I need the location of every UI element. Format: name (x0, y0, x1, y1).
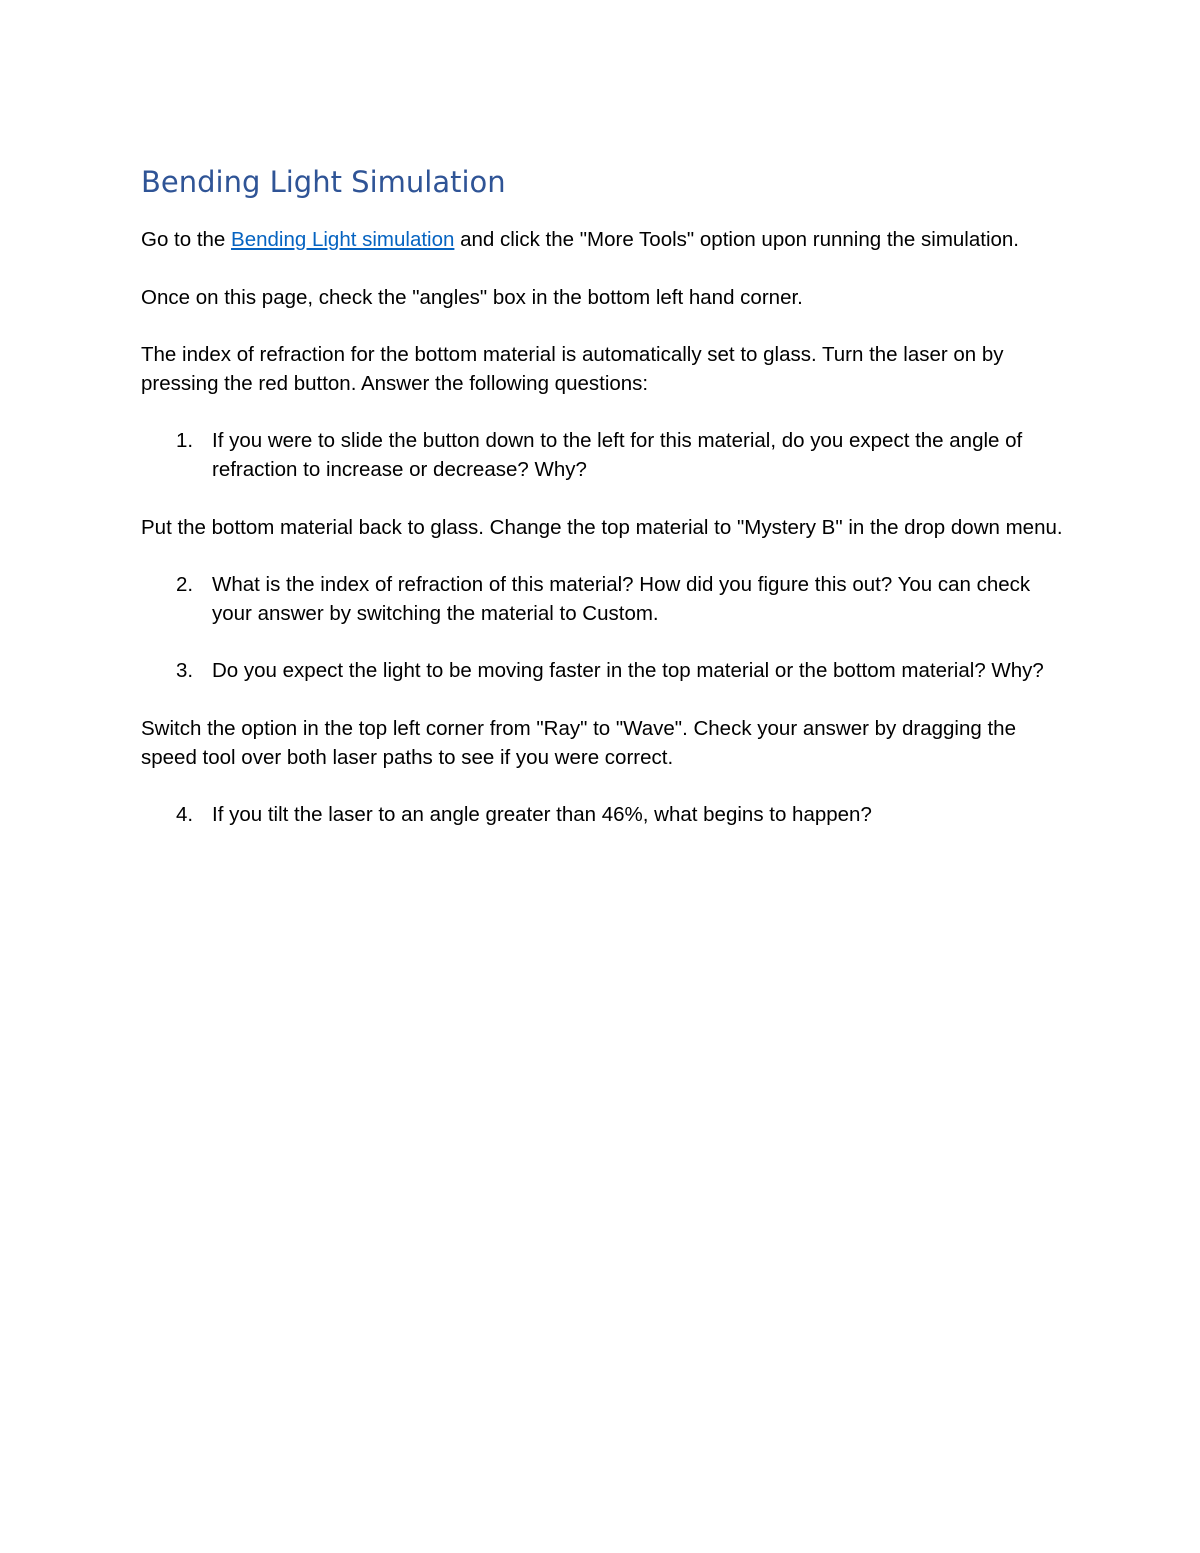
question-item-4 (141, 801, 1066, 830)
intro-prefix: Go to the (141, 228, 232, 251)
question-number-4: 4. (176, 803, 194, 827)
question-list-2 (141, 571, 1066, 628)
question-number-3: 3. (176, 659, 194, 683)
question-text-3: Do you expect the light to be moving faster in the top material or the bottom material? Why? (212, 659, 1044, 683)
intro-paragraph (141, 226, 1066, 255)
question-text-1: If you were to slide the button down to the left for this material, do you expect the angle of refraction to increase or decrease? Why? (212, 429, 1023, 481)
question-list-4 (141, 801, 1066, 830)
document-body (141, 160, 1066, 859)
intro-suffix: and click the "More Tools" option upon running the simulation. (454, 228, 1019, 251)
question-text-2: What is the index of refraction of this material? How did you figure this out? You can check your answer by switching the material to Custom. (212, 573, 1031, 625)
question-item-3 (141, 657, 1066, 686)
wave-instruction-paragraph: Switch the option in the top left corner from "Ray" to "Wave". Check your answer by dragging the speed tool over both laser paths to see if you were correct. (141, 716, 1016, 769)
bending-light-simulation-link[interactable]: Bending Light simulation (231, 228, 455, 251)
question-text-4: If you tilt the laser to an angle greater than 46%, what begins to happen? (212, 803, 872, 827)
mystery-instruction-paragraph: Put the bottom material back to glass. Change the top material to "Mystery B" in the drop down menu. (141, 515, 1063, 539)
document-title: Bending Light Simulation (141, 165, 506, 199)
question-number-1: 1. (176, 429, 194, 453)
question-item-1 (141, 427, 1066, 484)
question-list-3 (141, 657, 1066, 686)
question-number-2: 2. (176, 573, 194, 597)
question-list-1 (141, 427, 1066, 484)
question-item-2 (141, 571, 1066, 628)
angles-instruction-paragraph: Once on this page, check the "angles" box in the bottom left hand corner. (141, 285, 803, 309)
glass-instruction-paragraph: The index of refraction for the bottom material is automatically set to glass. Turn the laser on by pressing the red button. Answer the following questions: (141, 343, 1004, 395)
